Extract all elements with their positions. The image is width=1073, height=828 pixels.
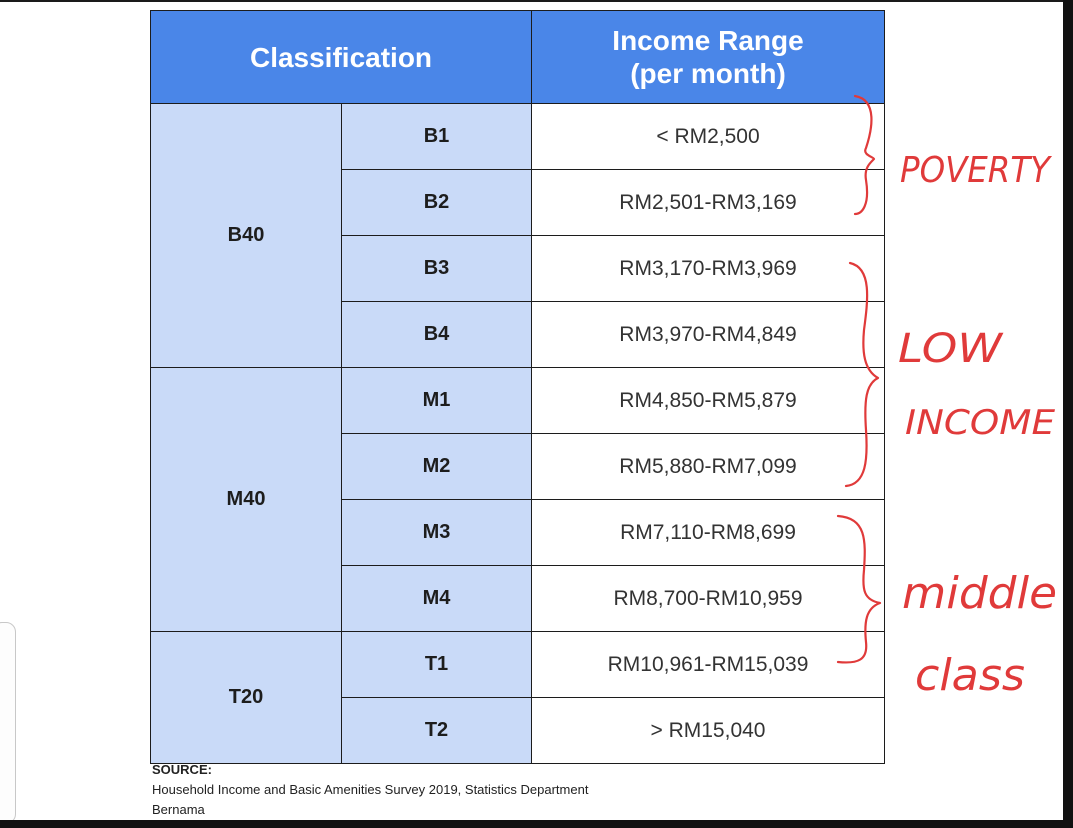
code-cell: B3: [342, 236, 532, 302]
code-cell: B2: [342, 170, 532, 236]
range-cell: > RM15,040: [532, 698, 885, 764]
group-b40: B40: [151, 104, 342, 368]
range-cell: RM3,170-RM3,969: [532, 236, 885, 302]
source-label: SOURCE:: [152, 762, 212, 777]
range-cell: < RM2,500: [532, 104, 885, 170]
range-cell: RM2,501-RM3,169: [532, 170, 885, 236]
income-range-header-sublabel: (per month): [630, 58, 786, 89]
group-t20: T20: [151, 632, 342, 764]
code-cell: M1: [342, 368, 532, 434]
range-cell: RM8,700-RM10,959: [532, 566, 885, 632]
source-publisher: Bernama: [152, 802, 205, 817]
bottom-screen-bar: [0, 820, 1073, 828]
classification-header-label: Classification: [249, 41, 433, 73]
low-note: LOW: [898, 326, 1004, 372]
middle-note: middle: [902, 568, 1057, 619]
source-line: Household Income and Basic Amenities Survey 2019, Statistics Department: [152, 782, 589, 797]
range-cell: RM3,970-RM4,849: [532, 302, 885, 368]
range-cell: RM10,961-RM15,039: [532, 632, 885, 698]
code-cell: T1: [342, 632, 532, 698]
group-m40: M40: [151, 368, 342, 632]
code-cell: T2: [342, 698, 532, 764]
code-cell: B4: [342, 302, 532, 368]
income-note: INCOME: [905, 403, 1056, 443]
range-cell: RM5,880-RM7,099: [532, 434, 885, 500]
code-cell: B1: [342, 104, 532, 170]
income-range-header-label: Income Range: [612, 25, 804, 56]
middle-class-brace: [838, 516, 880, 662]
class-note: class: [915, 650, 1025, 701]
code-cell: M4: [342, 566, 532, 632]
poverty-note: POVERTY: [900, 150, 1053, 191]
range-cell: RM4,850-RM5,879: [532, 368, 885, 434]
low-income-brace: [846, 263, 878, 486]
range-cell: RM7,110-RM8,699: [532, 500, 885, 566]
code-cell: M2: [342, 434, 532, 500]
poverty-brace: [855, 96, 874, 214]
code-cell: M3: [342, 500, 532, 566]
